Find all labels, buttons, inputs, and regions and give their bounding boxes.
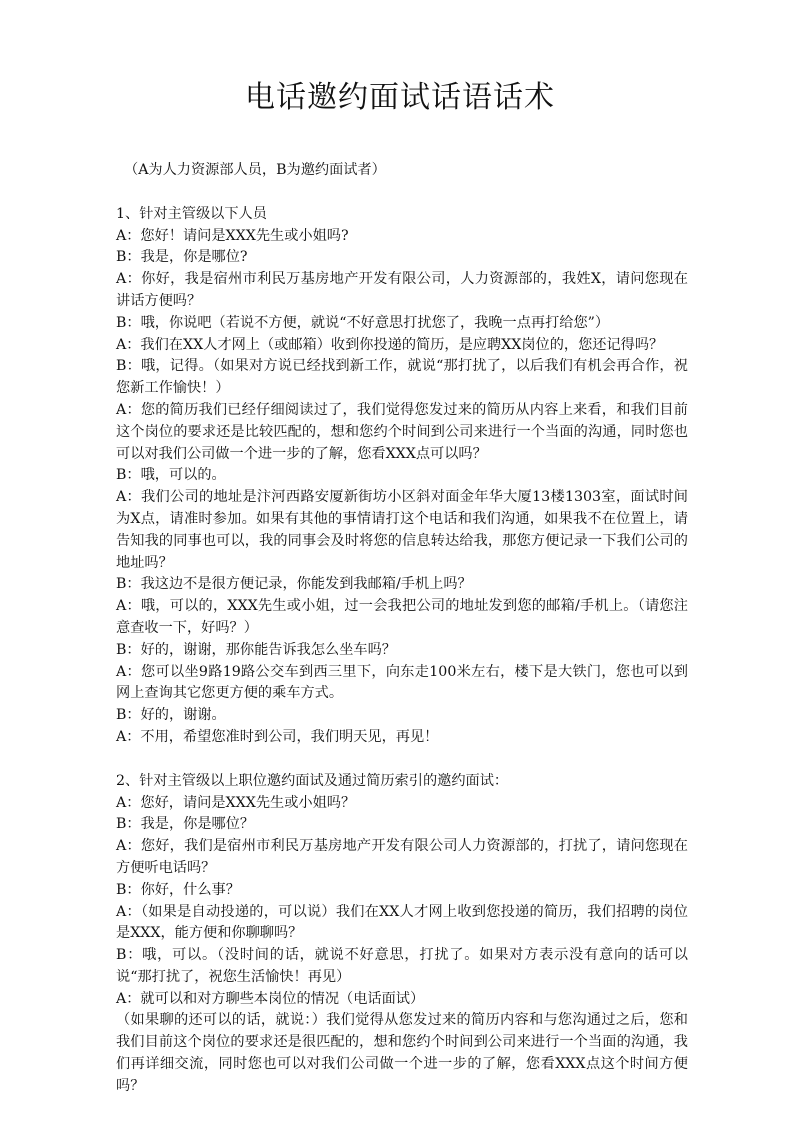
- dialogue-line: A：我们在XX人才网上（或邮箱）收到你投递的简历，是应聘XX岗位的，您还记得吗？: [116, 336, 664, 353]
- dialogue-line: A：您好，我们是宿州市利民万基房地产开发有限公司人力资源部的，打扰了，请问您现在方便听电话吗？: [116, 838, 688, 876]
- role-note: （A为人力资源部人员，B为邀约面试者）: [124, 162, 386, 178]
- dialogue-line: A：我们公司的地址是汴河西路安厦新街坊小区斜对面金年华大厦13楼1303室，面试时间为X点，请准时参加。如果有其他的事情请打这个电话和我们沟通，如果我不在位置上，请告知我的同事也可以，我的同事会及时将您的信息转达给我，那您方便记录一下我们公司的地址吗？: [116, 489, 688, 571]
- dialogue-line: B：我这边不是很方便记录，你能发到我邮箱/手机上吗？: [116, 576, 472, 593]
- dialogue-line: B：哦，你说吧（若说不方便，就说“不好意思打扰您了，我晚一点再打给您”）: [116, 314, 610, 331]
- dialogue-line: B：哦，可以。（没时间的话，就说不好意思，打扰了。如果对方表示没有意向的话可以说“那打扰了，祝您生活愉快！再见）: [116, 947, 688, 985]
- dialogue-line: B：哦，可以的。: [116, 467, 226, 484]
- dialogue-line: A：您好！请问是XXX先生或小姐吗?: [116, 227, 349, 244]
- section-1: [116, 204, 688, 749]
- dialogue-line: B：你好，什么事？: [116, 881, 240, 898]
- section-heading: 2、针对主管级以上职位邀约面试及通过简历索引的邀约面试：: [116, 772, 509, 789]
- dialogue-line: A：（如果是自动投递的，可以说）我们在XX人才网上收到您投递的简历，我们招聘的岗位是XXX，能方便和你聊聊吗？: [116, 903, 688, 942]
- dialogue-line: A：不用，希望您准时到公司，我们明天见，再见！: [116, 728, 439, 745]
- dialogue-line: B：我是，你是哪位？: [116, 816, 255, 833]
- document-title: 电话邀约面试话语话术: [245, 80, 555, 115]
- document-body: [116, 160, 688, 1098]
- dialogue-line: A：就可以和对方聊些本岗位的情况（电话面试）: [116, 990, 425, 1007]
- dialogue-line: A：您的简历我们已经仔细阅读过了，我们觉得您发过来的简历从内容上来看，和我们目前这个岗位的要求还是比较匹配的，想和您约个时间到公司来进行一个当面的沟通，同时您也可以对我们公司做一个进一步的了解，您看XXX点可以吗？: [116, 401, 688, 462]
- dialogue-line: A：您好，请问是XXX先生或小姐吗？: [116, 794, 356, 811]
- dialogue-line: B：我是，你是哪位?: [116, 249, 248, 266]
- dialogue-line: A：您可以坐9路19路公交车到西三里下，向东走100米左右，楼下是大铁门，您也可以到网上查询其它您更方便的乘车方式。: [116, 663, 688, 702]
- dialogue-line: B：好的，谢谢。: [116, 707, 226, 724]
- dialogue-line: （如果聊的还可以的话，就说：）我们觉得从您发过来的简历内容和与您沟通过之后，您和我们目前这个岗位的要求还是很匹配的，想和您约个时间到公司来进行一个当面的沟通，我们再详细交流，同时您也可以对我们公司做一个进一步的了解，您看XXX点这个时间方便吗？: [116, 1012, 688, 1094]
- dialogue-line: B：哦，记得。（如果对方说已经找到新工作，就说“那打扰了，以后我们有机会再合作，祝您新工作愉快！）: [116, 358, 688, 397]
- dialogue-line: A：哦，可以的，XXX先生或小姐，过一会我把公司的地址发到您的邮箱/手机上。（请您注意查收一下，好吗？）: [116, 598, 688, 636]
- section-heading: 1、针对主管级以下人员: [116, 205, 267, 222]
- section-2: [116, 771, 688, 1098]
- dialogue-line: A：你好，我是宿州市利民万基房地产开发有限公司，人力资源部的，我姓X，请问您现在讲话方便吗？: [116, 271, 688, 309]
- dialogue-line: B：好的，谢谢，那你能告诉我怎么坐车吗？: [116, 641, 396, 658]
